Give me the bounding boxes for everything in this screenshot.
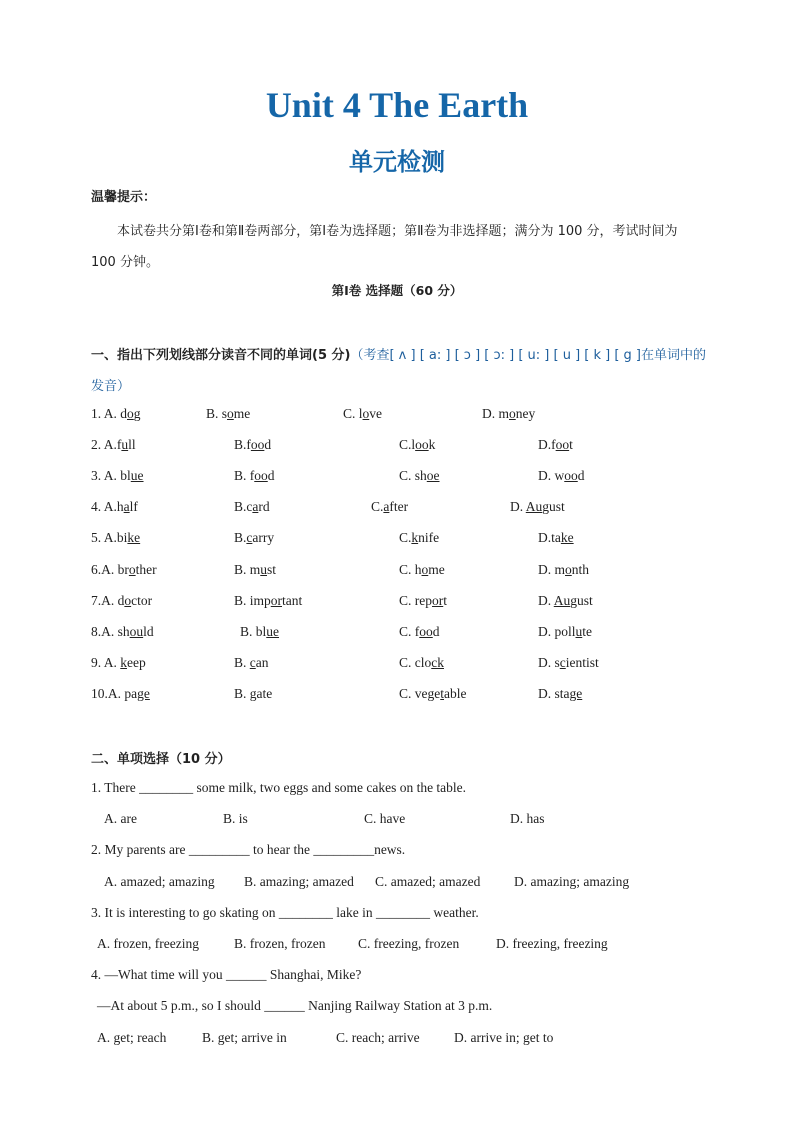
choice-option: C. have [364, 811, 406, 826]
choice-option: B. is [223, 811, 248, 826]
underlined-letters: o [124, 593, 132, 608]
answer-option: 5. A.bike [91, 530, 141, 545]
underlined-letters: ue [130, 468, 144, 483]
tips-text: 本试卷共分第Ⅰ卷和第Ⅱ卷两部分，第Ⅰ卷为选择题；第Ⅱ卷为非选择题；满分为 100 分，考试时间为 100 分钟。 [91, 224, 678, 270]
part-one-title: 第Ⅰ卷 选择题（60 分） [331, 283, 463, 298]
underlined-letters: ke [127, 530, 141, 545]
answer-option: B.card [234, 499, 270, 514]
answer-option: 1. A. dog [91, 406, 141, 421]
choice-option: C. reach; arrive [336, 1030, 420, 1045]
underlined-letters: a [123, 499, 130, 514]
underlined-letters: oo [555, 437, 570, 452]
question-stem: 1. There ________ some milk, two eggs and some cakes on the table. [91, 780, 467, 795]
answer-option: B. can [234, 655, 269, 670]
question-stem-continued: —At about 5 p.m., so I should ______ Nanjing Railway Station at 3 p.m. [97, 998, 493, 1013]
answer-option: 2. A.full [91, 437, 136, 452]
choice-option: D. arrive in; get to [454, 1030, 554, 1045]
question-row [0, 530, 794, 550]
underlined-letters: c [559, 655, 566, 670]
answer-option: 10.A. page [91, 686, 150, 701]
question-row [0, 406, 794, 426]
choice-option: A. get; reach [97, 1030, 167, 1045]
tips-label: 温馨提示： [91, 190, 157, 205]
choice-option: D. amazing; amazing [514, 874, 630, 889]
choice-option: D. freezing, freezing [496, 936, 608, 951]
underlined-letters: o [227, 406, 234, 421]
underlined-letters: o [128, 562, 136, 577]
underlined-letters: ke [560, 530, 574, 545]
answer-option: B. gate [234, 686, 273, 701]
choice-option: B. frozen, frozen [234, 936, 326, 951]
answer-option: 6.A. brother [91, 562, 157, 577]
answer-option: C. shoe [399, 468, 440, 483]
document-title: Unit 4 The Earth [265, 85, 529, 125]
underlined-letters: g [249, 686, 257, 701]
answer-option: B. food [234, 468, 275, 483]
section-one-note: （考查[ ʌ ] [ a: ] [ ɔ ] [ ɔ: ] [ u: ] [ u ] [ k ] [ g ]在单词中的发音） [91, 348, 707, 394]
question-row [0, 593, 794, 613]
answer-option: D.foot [538, 437, 573, 452]
answer-option: C.look [399, 437, 436, 452]
underlined-letters: ck [431, 655, 444, 670]
underlined-letters: o [362, 406, 370, 421]
answer-option: B. some [206, 406, 251, 421]
answer-option: C. food [399, 624, 440, 639]
choice-option: A. amazed; amazing [104, 874, 215, 889]
underlined-letters: Au [553, 593, 571, 608]
answer-option: D. stage [538, 686, 583, 701]
question-row [0, 499, 794, 519]
answer-option: D. August [510, 499, 565, 514]
answer-option: D. money [482, 406, 536, 421]
underlined-letters: oe [426, 468, 440, 483]
underlined-letters: ou [129, 624, 144, 639]
underlined-letters: ge [569, 686, 583, 701]
question-row [0, 562, 794, 582]
section-one-title: 一、指出下列划线部分读音不同的单词(5 分) [91, 348, 351, 363]
document-subtitle: 单元检测 [349, 148, 445, 176]
underlined-letters: ge [137, 686, 150, 701]
underlined-letters: oo [254, 468, 268, 483]
underlined-letters: o [565, 562, 572, 577]
answer-option: C. home [399, 562, 445, 577]
underlined-letters: o [127, 406, 134, 421]
underlined-letters: ue [266, 624, 280, 639]
answer-option: C.knife [399, 530, 440, 545]
choice-option: C. freezing, frozen [358, 936, 460, 951]
question-row [0, 624, 794, 644]
underlined-letters: t [440, 686, 445, 701]
section-one-heading [91, 340, 711, 402]
choice-option: A. are [104, 811, 137, 826]
answer-option: C. vegetable [399, 686, 467, 701]
answer-option: B.food [234, 437, 272, 452]
choice-option: C. amazed; amazed [375, 874, 481, 889]
question-row [0, 655, 794, 675]
underlined-letters: u [575, 624, 583, 639]
question-row [0, 437, 794, 457]
underlined-letters: a [252, 499, 259, 514]
underlined-letters: oo [419, 624, 433, 639]
answer-option: C. clock [399, 655, 444, 670]
underlined-letters: o [421, 562, 429, 577]
underlined-letters: a [383, 499, 390, 514]
question-stem: 2. My parents are _________ to hear the _________news. [91, 842, 406, 857]
underlined-letters: Au [525, 499, 543, 514]
underlined-letters: u [260, 562, 268, 577]
question-stem: 3. It is interesting to go skating on ________ lake in ________ weather. [91, 905, 479, 920]
answer-option: C.after [371, 499, 409, 514]
question-stem: 4. —What time will you ______ Shanghai, Mike? [91, 967, 362, 982]
section-two-heading: 二、单项选择（10 分） [91, 752, 231, 767]
answer-option: 4. A.half [91, 499, 138, 514]
underlined-letters: u [121, 437, 129, 452]
answer-option: B. blue [240, 624, 280, 639]
answer-option: 3. A. blue [91, 468, 144, 483]
answer-option: 9. A. keep [91, 655, 146, 670]
question-row [0, 686, 794, 706]
answer-option: B. important [234, 593, 303, 608]
underlined-letters: c [249, 655, 256, 670]
answer-option: C. love [343, 406, 383, 421]
underlined-letters: oo [415, 437, 429, 452]
choice-option: D. has [510, 811, 545, 826]
underlined-letters: k [411, 530, 419, 545]
underlined-letters: oo [564, 468, 578, 483]
answer-option: D. wood [538, 468, 585, 483]
underlined-letters: c [246, 530, 253, 545]
underlined-letters: k [120, 655, 128, 670]
underlined-letters: or [432, 593, 444, 608]
choice-option: A. frozen, freezing [97, 936, 199, 951]
answer-option: D. August [538, 593, 593, 608]
underlined-letters: o [509, 406, 516, 421]
answer-option: 8.A. should [91, 624, 154, 639]
underlined-letters: oo [250, 437, 265, 452]
answer-option: B.carry [234, 530, 275, 545]
underlined-letters: or [270, 593, 283, 608]
choice-option: B. get; arrive in [202, 1030, 287, 1045]
answer-option: C. report [399, 593, 448, 608]
answer-option: 7.A. doctor [91, 593, 153, 608]
answer-option: D. scientist [538, 655, 599, 670]
answer-option: B. must [234, 562, 277, 577]
answer-option: D. pollute [538, 624, 593, 639]
answer-option: D.take [538, 530, 574, 545]
answer-option: D. month [538, 562, 590, 577]
question-row [0, 468, 794, 488]
choice-option: B. amazing; amazed [244, 874, 354, 889]
